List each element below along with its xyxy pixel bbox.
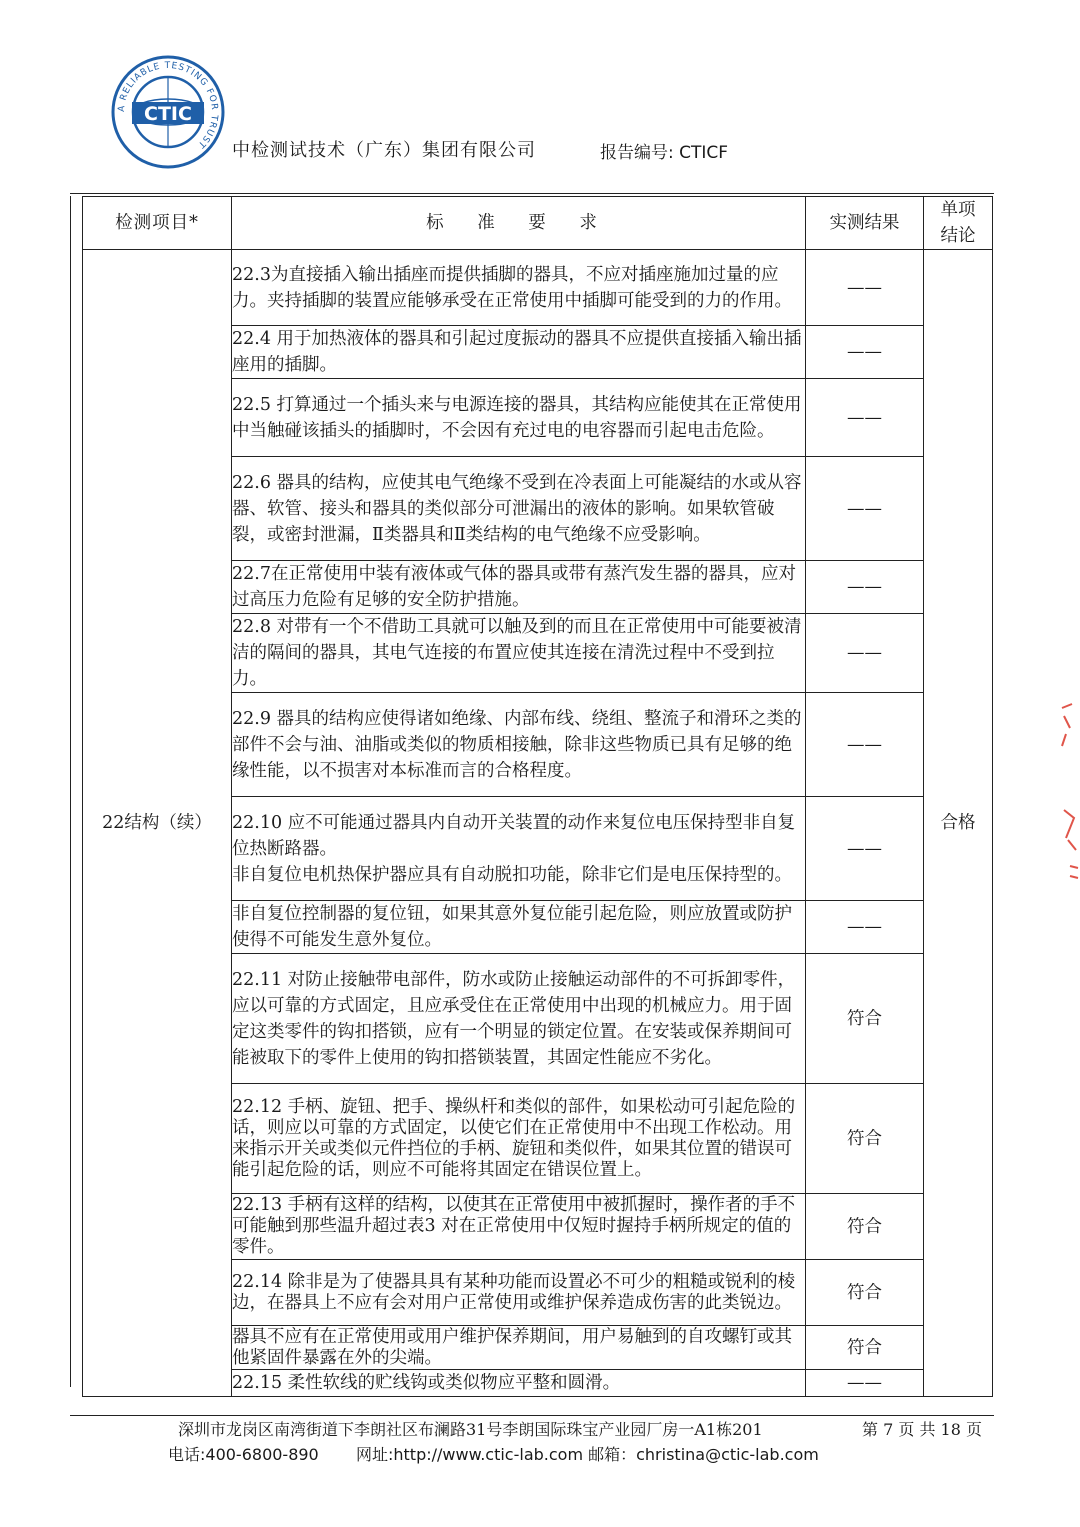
inspection-table bbox=[82, 196, 993, 1397]
result-cell: 符合 bbox=[806, 1260, 924, 1326]
logo-text: CTIC bbox=[144, 103, 192, 125]
requirement-reset-button: 非自复位控制器的复位钮，如果其意外复位能引起危险，则应放置或防护使得不可能发生意外复位。 bbox=[232, 901, 806, 954]
requirement-screws-text: 器具不应有在正常使用或用户维护保养期间，用户易触到的自攻螺钉或其他紧固件暴露在外的尖端。 bbox=[232, 1326, 792, 1368]
item-name: 22结构（续） bbox=[83, 250, 232, 1397]
result-cell: —— bbox=[806, 561, 924, 614]
requirement-22-12-text: 22.12 手柄、旋钮、把手、操纵杆和类似的部件，如果松动可引起危险的话，则应以可靠的方式固定，以使它们在正常使用中不出现工作松动。用来指示开关或类似元件挡位的手柄、旋钮和类似件，如果其位置的错误可能引起危险的话，则应不可能将其固定在错误位置上。 bbox=[232, 1096, 796, 1180]
requirement-22-10-part1: 22.10 应不可能通过器具内自动开关装置的动作来复位电压保持型非自复位热断路器。 bbox=[232, 812, 796, 859]
company-name: 中检测试技术（广东）集团有限公司 bbox=[232, 140, 536, 161]
requirement-22-10 bbox=[232, 797, 806, 901]
requirement-22-14-text: 22.14 除非是为了使器具具有某种功能而设置必不可少的粗糙或锐利的棱边，在器具上不应有会对用户正常使用或维护保养造成伤害的此类锐边。 bbox=[232, 1271, 796, 1313]
requirement-22-5: 22.5 打算通过一个插头来与电源连接的器具，其结构应能使其在正常使用中当触碰该插头的插脚时，不会因有充过电的电容器而引起电击危险。 bbox=[232, 379, 806, 457]
requirement-22-3: 22.3为直接插入输出插座而提供插脚的器具，不应对插座施加过量的应力。夹持插脚的装置应能够承受在正常使用中插脚可能受到的力的作用。 bbox=[232, 250, 806, 326]
requirement-22-8: 22.8 对带有一个不借助工具就可以触及到的而且在正常使用中可能要被清洁的隔间的器具，其电气连接的布置应使其连接在清洗过程中不受到拉力。 bbox=[232, 614, 806, 693]
footer-web-email: 网址:http://www.ctic-lab.com 邮箱：christina@ctic-lab.com bbox=[356, 1445, 819, 1464]
result-cell: —— bbox=[806, 797, 924, 901]
result-cell: —— bbox=[806, 614, 924, 693]
result-cell: 符合 bbox=[806, 954, 924, 1084]
header-conclusion-line2: 结论 bbox=[940, 226, 976, 246]
header-result: 实测结果 bbox=[806, 197, 924, 250]
result-cell: —— bbox=[806, 250, 924, 326]
requirement-22-11: 22.11 对防止接触带电部件，防水或防止接触运动部件的不可拆卸零件，应以可靠的方式固定，且应承受住在正常使用中出现的机械应力。用于固定这类零件的钩扣搭锁，应有一个明显的锁定位置。在安装或保养期间可能被取下的零件上使用的钩扣搭锁装置，其固定性能应不劣化。 bbox=[232, 954, 806, 1084]
requirement-22-7: 22.7在正常使用中装有液体或气体的器具或带有蒸汽发生器的器具，应对过高压力危险有足够的安全防护措施。 bbox=[232, 561, 806, 614]
result-cell: —— bbox=[806, 457, 924, 561]
result-cell: 符合 bbox=[806, 1194, 924, 1260]
header-item: 检测项目* bbox=[83, 197, 232, 250]
requirement-screws bbox=[232, 1326, 806, 1370]
table-row bbox=[83, 250, 993, 326]
result-cell: —— bbox=[806, 379, 924, 457]
requirement-22-6: 22.6 器具的结构，应使其电气绝缘不受到在冷表面上可能凝结的水或从容器、软管、接头和器具的类似部分可泄漏出的液体的影响。如果软管破裂，或密封泄漏，Ⅱ类器具和Ⅱ类结构的电气绝缘不应受影响。 bbox=[232, 457, 806, 561]
footer-divider bbox=[70, 1415, 994, 1416]
requirement-22-9: 22.9 器具的结构应使得诸如绝缘、内部布线、绕组、整流子和滑环之类的部件不会与油、油脂或类似的物质相接触，除非这些物质已具有足够的绝缘性能，以不损害对本标准而言的合格程度。 bbox=[232, 693, 806, 797]
header-conclusion-line1: 单项 bbox=[940, 200, 976, 220]
requirement-22-13-text: 22.13 手柄有这样的结构，以使其在正常使用中被抓握时，操作者的手不可能触到那些温升超过表3 对在正常使用中仅短时握持手柄所规定的值的零件。 bbox=[232, 1195, 796, 1257]
requirement-22-14 bbox=[232, 1260, 806, 1326]
result-cell: —— bbox=[806, 1370, 924, 1397]
requirement-22-15 bbox=[232, 1370, 806, 1397]
requirement-22-12 bbox=[232, 1084, 806, 1194]
result-cell: 符合 bbox=[806, 1326, 924, 1370]
result-cell: —— bbox=[806, 901, 924, 954]
footer-address: 深圳市龙岗区南湾街道下李朗社区布澜路31号李朗国际珠宝产业园厂房一A1栋201 bbox=[178, 1420, 763, 1439]
header-conclusion bbox=[924, 197, 993, 250]
table-header-row bbox=[83, 197, 993, 250]
result-cell: 符合 bbox=[806, 1084, 924, 1194]
header-divider bbox=[70, 193, 994, 194]
report-number: 报告编号: CTICF bbox=[600, 143, 729, 163]
requirement-22-4: 22.4 用于加热液体的器具和引起过度振动的器具不应提供直接插入输出插座用的插脚。 bbox=[232, 326, 806, 379]
result-cell: —— bbox=[806, 326, 924, 379]
red-stamp-mark bbox=[1058, 690, 1080, 890]
header-requirement: 标 准 要 求 bbox=[232, 197, 806, 250]
logo-ring-text: A RELIABLE TESTING FOR TRUST bbox=[116, 60, 220, 150]
requirement-22-13 bbox=[232, 1194, 806, 1260]
conclusion: 合格 bbox=[924, 250, 993, 1397]
footer-phone: 电话:400-6800-890 bbox=[168, 1445, 319, 1464]
page-number: 第 7 页 共 18 页 bbox=[862, 1420, 982, 1439]
requirement-22-15-text: 22.15 柔性软线的贮线钩或类似物应平整和圆滑。 bbox=[232, 1372, 621, 1393]
page-frame-left bbox=[70, 196, 71, 1387]
ctic-logo bbox=[110, 54, 226, 170]
requirement-22-10-part2: 非自复位电机热保护器应具有自动脱扣功能，除非它们是电压保持型的。 bbox=[232, 864, 792, 885]
result-cell: —— bbox=[806, 693, 924, 797]
